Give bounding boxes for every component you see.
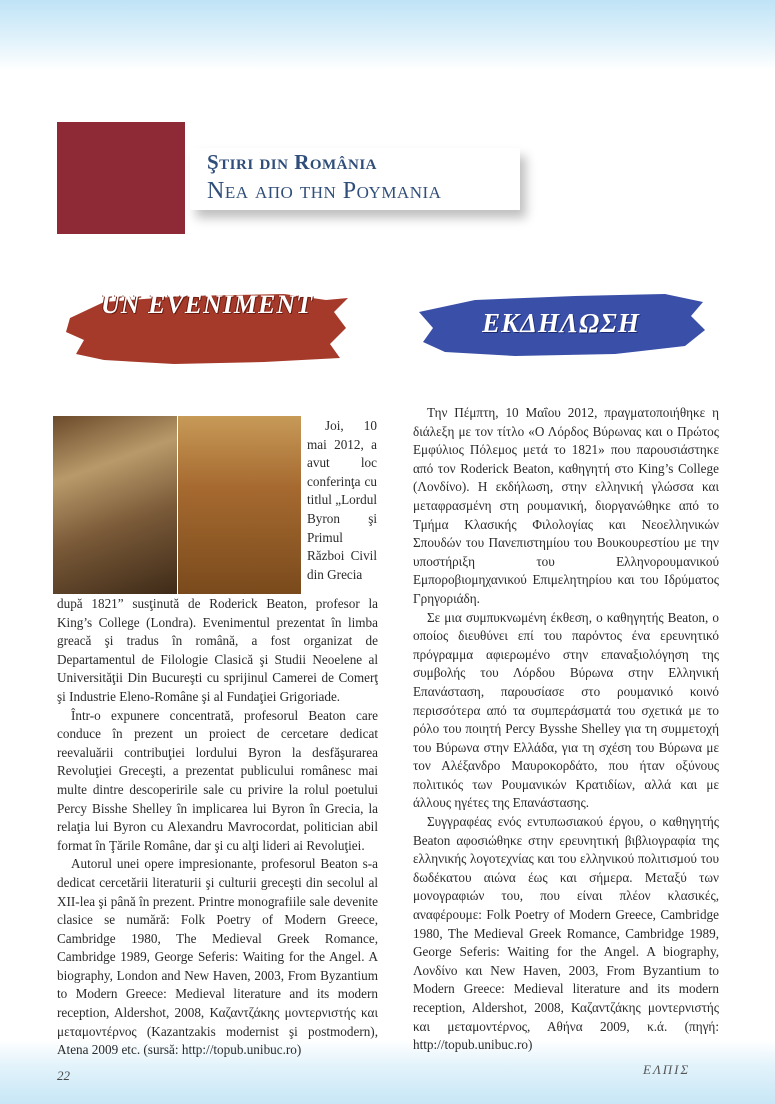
magazine-name: ΕΛΠΙΣ [643,1062,691,1077]
byron-paintings [53,416,301,594]
romanian-article-intro [307,417,377,584]
banner-romanian [64,288,350,366]
greek-paragraph-2: Σε μια συμπυκνωμένη έκθεση, ο καθηγητής Beaton, ο οποίος διευθύνει επί του παρόντος ένα ερευνητικό πρόγραμμα αφιερωμένο στην επαναξιολόγηση της συμβολής του Λόρδου Βύρωνα στην Ελληνική Επανάσταση, παρουσίασε στο ρουμανικό κοινό περισσότερα από τα συμπεράσματά του σχετικά με το ρόλο του ποιητή Percy Bysshe Shelley για τη συμμετοχή του Βύρωνα στην Ελλάδα, για τη σχέση του Βύρωνα με τον Αλέξανδρο Μαυροκορδάτο, που ήταν οξύνους πολιτικός των Ρουμανικών Κρατιδίων, αλλά και με άλλους ηγέτες της Επανάστασης. [413,609,719,811]
top-decorative-band [0,0,775,70]
greek-article-body [413,404,719,1055]
greek-paragraph-1: Την Πέμπτη, 10 Μαΐου 2012, πραγματοποιήθηκε η διάλεξη με τον τίτλο «Ο Λόρδος Βύρωνας και ο Πρώτος Εμφύλιος Πόλεμος μετά το 1821» που παρουσιάστηκε από τον Roderick Beaton, καθηγητή στο King’s College (Λονδίνο). Η εκδήλωση, στην ελληνική γλώσσα και μεταφρασμένη στη ρουμανική, διοργανώθηκε από το Τμήμα Κλασικής Φιλολογίας και Νεοελληνικών Σπουδών του Πανεπιστημίου του Βουκουρεστίου με την υποστήριξη του Ελληνορουμανικού Εμπορoβιομηχανικού Επιμελητηρίου και του Ιδρύματος Γρηγοριάδη. [413,405,719,606]
banner-romanian-label: UN EVENIMENT [100,290,314,319]
section-title-greek: Νεα απο την Ρουμανια [207,178,442,204]
section-title-romanian: Ştiri din România [207,150,378,174]
painting-lord-byron-portrait [178,416,301,594]
painting-greece-on-ruins [53,416,177,594]
romanian-paragraph-3: Autorul unei opere impresionante, profesorul Beaton s-a dedicat cercetării literaturii şi culturii greceşti din secolul al XII-lea şi până în prezent. Printre monografiile sale devenite clasice se numără: Folk Poetry of Modern Greece, Cambridge 1980, The Medieval Greek Romance, Cambridge 1989, George Seferis: Waiting for the Angel. A biography, London and New Haven, 2003, From Byzantium to Modern Greece: Medieval literature and its modern reception, Aldershot, 2008, Καζαντζάκης μοντερνιστής και μεταμοντέρνος (Kazantzakis modernist şi postmodern), Atena 2009 etc. (sursă: http://topub.unibuc.ro) [57,856,378,1058]
romanian-paragraph-2: Într-o expunere concentrată, profesorul Beaton care conduce în prezent un proiect de cercetare dedicat reevaluării contribuţiei lordului Byron la desfăşurarea Revoluţiei Greceşti, a prezentat publicului românesc mai multe dintre descoperirile sale cu privire la rolul poetului Percy Bisshe Shelley în implicarea lui Byron în Grecia, la relaţia lui Byron cu Alexandru Mavrocordat, politician abil format în Ţările Române, dar şi cu alţi lideri ai Revoluţiei. [57,707,378,853]
page-number: 22 [57,1068,70,1083]
banner-greek-label: ΕΚΔΗΛΩΣΗ [482,308,640,338]
header-color-block [57,122,185,234]
romanian-article-body [57,595,378,1060]
greek-paragraph-3: Συγγραφέας ενός εντυπωσιακού έργου, ο καθηγητής Beaton αφοσιώθηκε στην ερευνητική βιβλιογραφία της ελληνικής λογοτεχνίας και του ελληνικού πολιτισμού του δωδέκατου αιώνα έως και σήμερα. Μεταξύ των μονογραφιών του, που είναι πλέον κλασικές, αναφέρουμε: Folk Poetry of Modern Greece, Cambridge 1980, The Medieval Greek Romance, Cambridge 1989, George Seferis: Waiting for the Angel. A biography, Λονδίνο και New Haven, 2003, From Byzantium to Modern Greece: Medieval literature and its modern reception, Aldershot, 2008, Καζαντζάκης μοντερνιστής και μεταμοντέρνος, Αθήνα 2009, κ.ά. (πηγή: http://topub.unibuc.ro) [413,814,719,1053]
romanian-paragraph-1: după 1821” susţinută de Roderick Beaton, profesor la King’s College (Londra). Evenimentul prezentat în limba greacă şi tradus în română, a fost organizat de Departamentul de Filologie Clasică şi Studii Neoelene al Universităţii Din Bucureşti cu sprijinul Camerei de Comerţ şi Industrie Eleno-Române şi al Fundaţiei Grigoriade. [57,596,378,704]
romanian-intro-text: Joi, 10 mai 2012, a avut loc conferinţa cu titlul „Lordul Byron şi Primul Război Civil din Grecia [307,418,377,582]
banner-greek [415,290,707,358]
